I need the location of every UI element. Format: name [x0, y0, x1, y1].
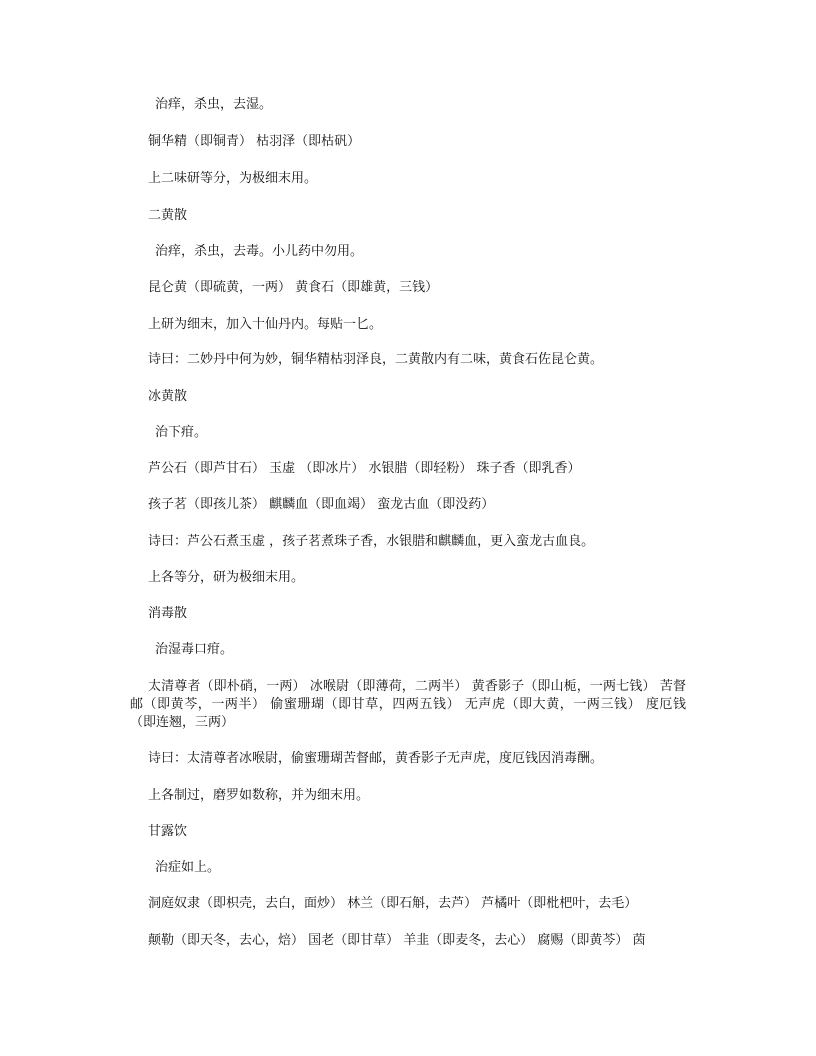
poem-line: 诗曰：芦公石煮玉虚 ，孩子茗煮珠子香，水银腊和麒麟血，更入蛮龙古血良。: [148, 534, 595, 549]
text-line: 洞庭奴隶（即枳壳，去白，面炒） 林兰（即石斛，去芦） 芦橘叶（即枇杷叶，去毛）: [148, 896, 638, 911]
text-line: 治症如上。: [155, 860, 221, 875]
text-line: 孩子茗（即孩儿茶） 麒麟血（即血竭） 蛮龙古血（即没药）: [148, 497, 495, 512]
text-line: 颠勒（即天冬，去心，焙） 国老（即甘草） 羊韭（即麦冬，去心） 腐赐（即黄芩） 茵: [148, 933, 646, 948]
poem-line: 诗曰：二妙丹中何为妙，铜华精枯羽泽良，二黄散内有二味，黄食石佐昆仑黄。: [148, 352, 604, 367]
section-heading: 消毒散: [148, 606, 188, 621]
text-line: 治湿毒口疳。: [155, 642, 234, 657]
text-line: 治痒，杀虫，去毒。小儿药中勿用。: [155, 244, 364, 259]
text-line: 昆仑黄（即硫黄，一两） 黄食石（即雄黄，三钱）: [148, 280, 439, 295]
section-heading: 甘露饮: [148, 824, 188, 839]
section-heading: 二黄散: [148, 208, 188, 223]
text-line: 上各制过，磨罗如数称，并为细末用。: [148, 788, 370, 803]
text-line: 上各等分，研为极细末用。: [148, 570, 305, 585]
text-line: 上二味研等分，为极细末用。: [148, 171, 318, 186]
section-heading: 冰黄散: [148, 389, 188, 404]
text-line: 铜华精（即铜青） 枯羽泽（即枯矾）: [148, 134, 361, 149]
ingredients-paragraph: 太清尊者（即朴硝，一两） 冰喉尉（即薄荷，二两半） 黄香影子（即山栀，一两七钱） 苦督邮（即黄芩，一两半） 偷蜜珊瑚（即甘草，四两五钱） 无声虎（即大黄，一两三钱） 度厄钱（即连翘，三两）: [130, 679, 686, 730]
text-line: 治痒，杀虫，去湿。: [155, 97, 273, 112]
text-line: 上研为细末，加入十仙丹内。每贴一匕。: [148, 317, 383, 332]
text-line: 治下疳。: [155, 425, 208, 440]
poem-line: 诗曰：太清尊者冰喉尉，偷蜜珊瑚苦督邮，黄香影子无声虎，度厄钱因消毒酬。: [148, 751, 604, 766]
text-line: 芦公石（即芦甘石） 玉虚 （即冰片） 水银腊（即轻粉） 珠子香（即乳香）: [148, 461, 581, 476]
